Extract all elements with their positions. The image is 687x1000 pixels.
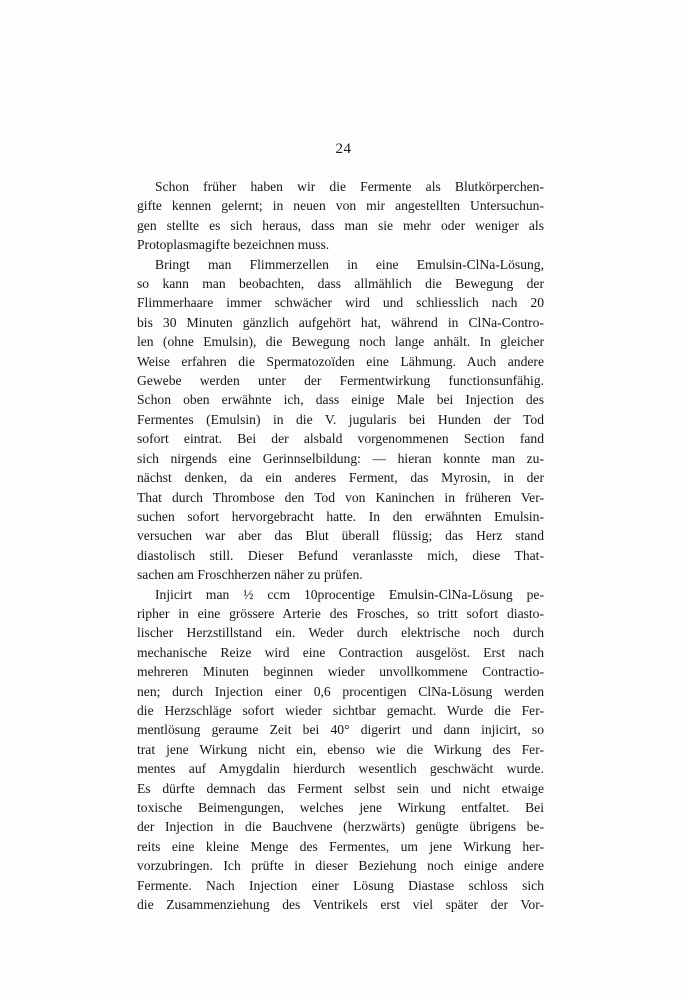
text-line: bis 30 Minuten gänzlich aufgehört hat, während in ClNa-Contro- bbox=[137, 314, 544, 330]
text-line: so kann man beobachten, dass allmählich die Bewegung der bbox=[137, 276, 544, 292]
text-line: trat jene Wirkung nicht ein, ebenso wie die Wirkung des Fer- bbox=[137, 741, 544, 757]
text-line: versuchen war aber das Blut überall flüssig; das Herz stand bbox=[137, 528, 544, 544]
text-line: der Injection in die Bauchvene (herzwärts) genügte übrigens be- bbox=[137, 819, 544, 835]
body-text bbox=[137, 177, 544, 914]
text-line: vorzubringen. Ich prüfte in dieser Beziehung noch einige andere bbox=[137, 858, 544, 874]
text-line: sofort eintrat. Bei der alsbald vorgenommenen Section fand bbox=[137, 431, 544, 447]
text-line: Flimmerhaare immer schwächer wird und schliesslich nach 20 bbox=[137, 295, 544, 311]
text-line: sich nirgends eine Gerinnselbildung: — hieran konnte man zu- bbox=[137, 450, 544, 466]
text-line: diastolisch still. Dieser Befund veranlasste mich, diese That- bbox=[137, 547, 544, 563]
text-line: sachen am Froschherzen näher zu prüfen. bbox=[137, 567, 363, 583]
text-line: ripher in eine grössere Arterie des Frosches, so tritt sofort diasto- bbox=[137, 605, 544, 621]
text-line: nächst denken, da ein anderes Ferment, das Myrosin, in der bbox=[137, 470, 544, 486]
text-line: Fermente. Nach Injection einer Lösung Diastase schloss sich bbox=[137, 877, 544, 893]
text-line: Weise erfahren die Spermatozoïden eine Lähmung. Auch andere bbox=[137, 353, 544, 369]
text-line: len (ohne Emulsin), die Bewegung noch lange anhält. In gleicher bbox=[137, 334, 544, 350]
text-line: mentes auf Amygdalin hierdurch wesentlich geschwächt wurde. bbox=[137, 761, 544, 777]
text-line: gifte kennen gelernt; in neuen von mir angestellten Untersuchun- bbox=[137, 198, 544, 214]
text-line: lischer Herzstillstand ein. Weder durch elektrische noch durch bbox=[137, 625, 544, 641]
text-line: nen; durch Injection einer 0,6 procentigen ClNa-Lösung werden bbox=[137, 683, 544, 699]
text-line: die Zusammenziehung des Ventrikels erst viel später der Vor- bbox=[137, 897, 544, 913]
text-line: Schon früher haben wir die Fermente als Blutkörperchen- bbox=[155, 179, 544, 194]
text-line: mentlösung geraume Zeit bei 40° digerirt und dann injicirt, so bbox=[137, 722, 544, 738]
text-line: Gewebe werden unter der Fermentwirkung functionsunfähig. bbox=[137, 373, 544, 389]
text-line: mechanische Reize wird eine Contraction ausgelöst. Erst nach bbox=[137, 644, 544, 660]
text-line: Es dürfte demnach das Ferment selbst sein und nicht etwaige bbox=[137, 780, 544, 796]
text-line: Schon oben erwähnte ich, dass einige Male bei Injection des bbox=[137, 392, 544, 408]
text-line: Injicirt man ½ ccm 10procentige Emulsin-ClNa-Lösung pe- bbox=[155, 586, 544, 602]
text-line: Bringt man Flimmerzellen in eine Emulsin-ClNa-Lösung, bbox=[155, 256, 544, 272]
text-line: Protoplasmagifte bezeichnen muss. bbox=[137, 237, 330, 253]
text-line: suchen sofort hervorgebracht hatte. In den erwähnten Emulsin- bbox=[137, 508, 544, 524]
text-line: die Herzschläge sofort wieder sichtbar gemacht. Wurde die Fer- bbox=[137, 702, 544, 718]
text-line: Fermentes (Emulsin) in die V. jugularis bei Hunden der Tod bbox=[137, 411, 544, 427]
text-line: toxische Beimengungen, welches jene Wirkung entfaltet. Bei bbox=[137, 800, 544, 815]
text-line: gen stellte es sich heraus, dass man sie mehr oder weniger als bbox=[137, 217, 544, 233]
page-number: 24 bbox=[335, 141, 352, 157]
text-line: mehreren Minuten beginnen wieder unvollkommene Contractio- bbox=[137, 664, 544, 680]
text-line: reits eine kleine Menge des Fermentes, um jene Wirkung her- bbox=[137, 838, 544, 854]
text-line: That durch Thrombose den Tod von Kaninchen in früheren Ver- bbox=[137, 489, 544, 505]
